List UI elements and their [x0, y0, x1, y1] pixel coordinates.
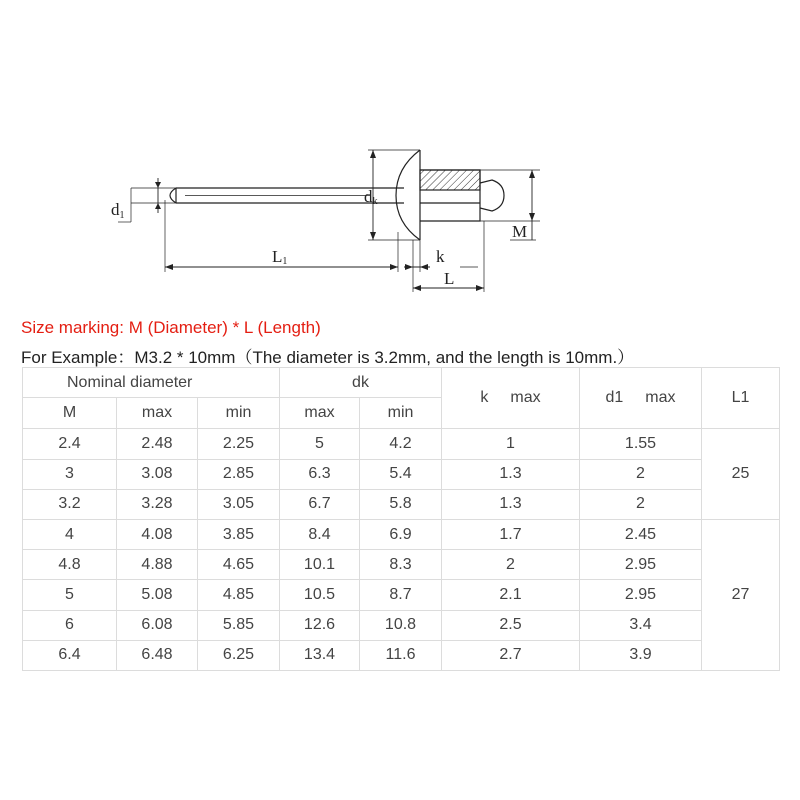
m-cell: 2.4: [23, 429, 117, 459]
d1-max-cell: 3.9: [580, 640, 702, 670]
d1-max-cell: 2.95: [580, 550, 702, 580]
k-max-cell: 2.7: [442, 640, 580, 670]
nd-max-cell: 4.88: [117, 550, 198, 580]
m-cell: 3: [23, 459, 117, 489]
d1-max-cell: 2.95: [580, 580, 702, 610]
d1-max-cell: 2: [580, 459, 702, 489]
dk-min-cell: 4.2: [360, 429, 442, 459]
m-cell: 3.2: [23, 489, 117, 519]
dk-max-cell: 8.4: [280, 519, 360, 549]
table-row: [23, 519, 780, 549]
nd-max-header: max: [117, 398, 198, 429]
table-row: [23, 610, 780, 640]
k-max-cell: 1.3: [442, 459, 580, 489]
nd-max-cell: 4.08: [117, 519, 198, 549]
nd-min-cell: 6.25: [198, 640, 280, 670]
k-max-header: k max: [442, 368, 580, 429]
nd-max-cell: 6.08: [117, 610, 198, 640]
nd-min-cell: 4.65: [198, 550, 280, 580]
table-header-row: [23, 368, 780, 398]
dk-max-cell: 6.7: [280, 489, 360, 519]
nd-max-cell: 5.08: [117, 580, 198, 610]
m-label: M: [512, 222, 528, 241]
nd-max-cell: 6.48: [117, 640, 198, 670]
nominal-diameter-header: Nominal diameter: [23, 368, 280, 398]
k-max-cell: 1: [442, 429, 580, 459]
l-label: L: [444, 269, 455, 288]
dk-max-cell: 6.3: [280, 459, 360, 489]
d1-max-cell: 3.4: [580, 610, 702, 640]
dk-max-header: max: [280, 398, 360, 429]
dk-max-cell: 10.5: [280, 580, 360, 610]
dk-label: dk: [364, 187, 378, 207]
dk-min-cell: 5.4: [360, 459, 442, 489]
nd-min-header: min: [198, 398, 280, 429]
k-max-cell: 2: [442, 550, 580, 580]
m-cell: 6: [23, 610, 117, 640]
nd-max-cell: 3.08: [117, 459, 198, 489]
m-cell: 5: [23, 580, 117, 610]
example-text: For Example：M3.2 * 10mm（The diameter is 3.2mm, and the length is 10mm.）: [21, 348, 635, 367]
m-cell: 4.8: [23, 550, 117, 580]
l1-header: L1: [702, 368, 780, 429]
dk-max-cell: 12.6: [280, 610, 360, 640]
l1-label: L1: [272, 247, 288, 267]
table-row: [23, 429, 780, 459]
nd-min-cell: 5.85: [198, 610, 280, 640]
dk-min-header: min: [360, 398, 442, 429]
rivet-technical-drawing: [0, 0, 800, 310]
dk-min-cell: 6.9: [360, 519, 442, 549]
dk-min-cell: 10.8: [360, 610, 442, 640]
d1-label: d1: [111, 200, 125, 221]
d1-max-cell: 2.45: [580, 519, 702, 549]
table-row: [23, 459, 780, 489]
m-header: M: [23, 398, 117, 429]
rivet-spec-table: [22, 367, 780, 671]
m-cell: 6.4: [23, 640, 117, 670]
nd-min-cell: 2.85: [198, 459, 280, 489]
nd-max-cell: 2.48: [117, 429, 198, 459]
table-row: [23, 640, 780, 670]
nd-max-cell: 3.28: [117, 489, 198, 519]
table-row: [23, 550, 780, 580]
nd-min-cell: 4.85: [198, 580, 280, 610]
k-max-cell: 2.1: [442, 580, 580, 610]
dk-max-cell: 5: [280, 429, 360, 459]
d1-max-cell: 2: [580, 489, 702, 519]
dk-min-cell: 8.3: [360, 550, 442, 580]
table-row: [23, 580, 780, 610]
nd-min-cell: 3.05: [198, 489, 280, 519]
dk-max-cell: 10.1: [280, 550, 360, 580]
table-row: [23, 489, 780, 519]
nd-min-cell: 3.85: [198, 519, 280, 549]
k-max-cell: 1.7: [442, 519, 580, 549]
k-label: k: [436, 247, 445, 266]
size-marking-text: Size marking: M (Diameter) * L (Length): [21, 318, 321, 337]
nd-min-cell: 2.25: [198, 429, 280, 459]
dk-min-cell: 11.6: [360, 640, 442, 670]
d1-max-header: d1 max: [580, 368, 702, 429]
m-cell: 4: [23, 519, 117, 549]
k-max-cell: 2.5: [442, 610, 580, 640]
dk-max-cell: 13.4: [280, 640, 360, 670]
dk-header: dk: [280, 368, 442, 398]
l1-cell: 27: [702, 519, 780, 670]
dk-min-cell: 8.7: [360, 580, 442, 610]
k-max-cell: 1.3: [442, 489, 580, 519]
l1-cell: 25: [702, 429, 780, 520]
dk-min-cell: 5.8: [360, 489, 442, 519]
d1-max-cell: 1.55: [580, 429, 702, 459]
